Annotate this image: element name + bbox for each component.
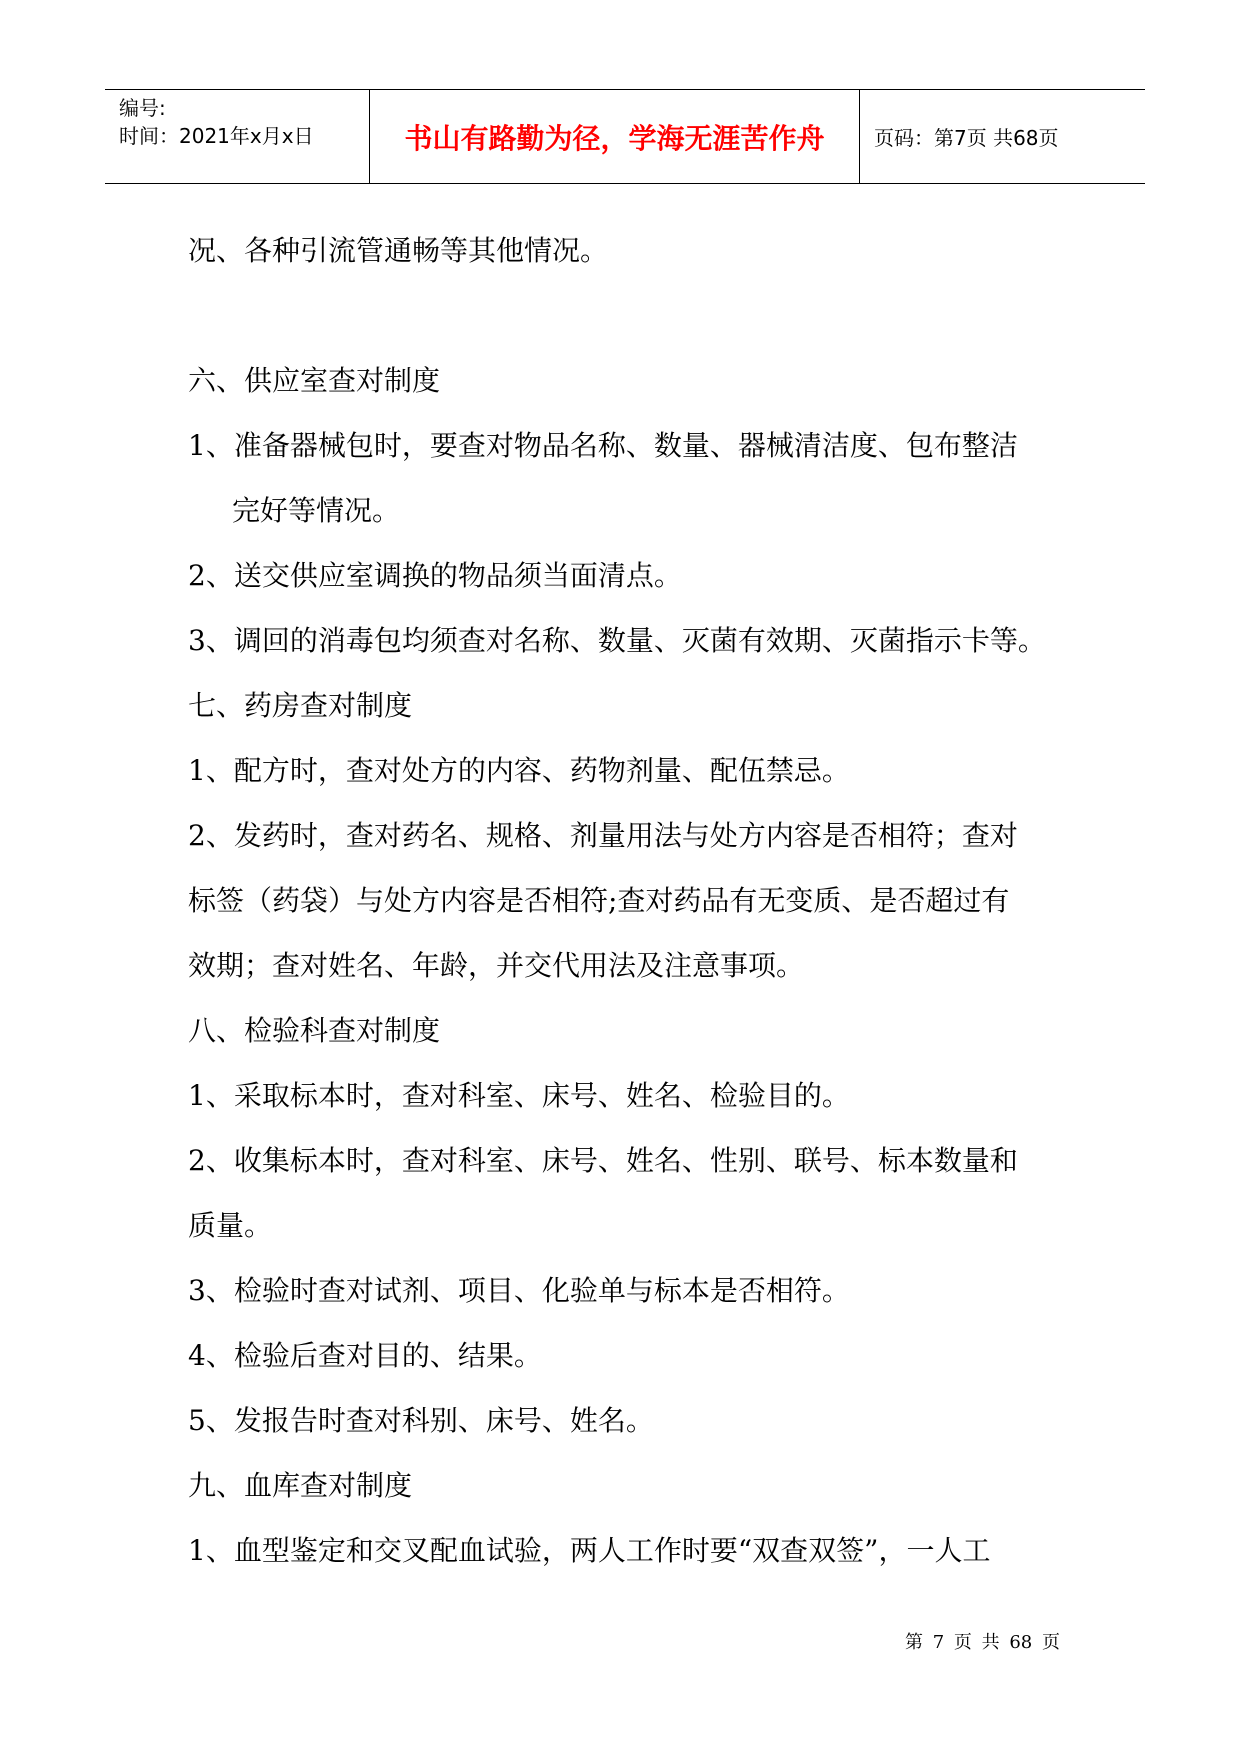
- body-line: 1、采取标本时，查对科室、床号、姓名、检验目的。: [188, 1079, 850, 1112]
- section-heading: 七、药房查对制度: [188, 689, 413, 722]
- body-line: 5、发报告时查对科别、床号、姓名。: [188, 1404, 654, 1437]
- header-motto-cell: [370, 90, 860, 183]
- page-footer: 第 7 页 共 68 页: [905, 1632, 1060, 1653]
- document-body: [188, 218, 1068, 1583]
- section-heading: 六、供应室查对制度: [188, 364, 441, 397]
- section-heading: 九、血库查对制度: [188, 1469, 413, 1502]
- body-line: 况、各种引流管通畅等其他情况。: [188, 234, 609, 267]
- header-meta-cell: [105, 90, 370, 183]
- body-line: 1、血型鉴定和交叉配血试验，两人工作时要“双查双签”，一人工: [188, 1534, 991, 1567]
- body-line: 1、准备器械包时，要查对物品名称、数量、器械清洁度、包布整洁: [188, 429, 1018, 462]
- document-header: [105, 89, 1145, 184]
- section-heading: 八、检验科查对制度: [188, 1014, 441, 1047]
- body-line: 1、配方时，查对处方的内容、药物剂量、配伍禁忌。: [188, 754, 850, 787]
- document-number-label: 编号:: [119, 96, 166, 120]
- body-line: 2、收集标本时，查对科室、床号、姓名、性别、联号、标本数量和: [188, 1144, 1018, 1177]
- body-line: 质量。: [188, 1209, 273, 1242]
- body-line: 3、检验时查对试剂、项目、化验单与标本是否相符。: [188, 1274, 850, 1307]
- body-line: 标签（药袋）与处方内容是否相符;查对药品有无变质、是否超过有: [188, 884, 1010, 917]
- header-page-cell: [860, 90, 1145, 183]
- body-line: 效期；查对姓名、年龄，并交代用法及注意事项。: [188, 949, 805, 982]
- body-line: 2、送交供应室调换的物品须当面清点。: [188, 559, 682, 592]
- body-line: 4、检验后查对目的、结果。: [188, 1339, 542, 1372]
- body-line: 3、调回的消毒包均须查对名称、数量、灭菌有效期、灭菌指示卡等。: [188, 624, 1046, 657]
- document-date-label: 时间：2021年x月x日: [119, 124, 314, 148]
- body-line: 完好等情况。: [232, 494, 401, 527]
- body-line: 2、发药时，查对药名、规格、剂量用法与处方内容是否相符；查对: [188, 819, 1018, 852]
- header-motto: 书山有路勤为径，学海无涯苦作舟: [404, 121, 825, 155]
- header-page-number: 页码：第7页 共68页: [874, 126, 1059, 150]
